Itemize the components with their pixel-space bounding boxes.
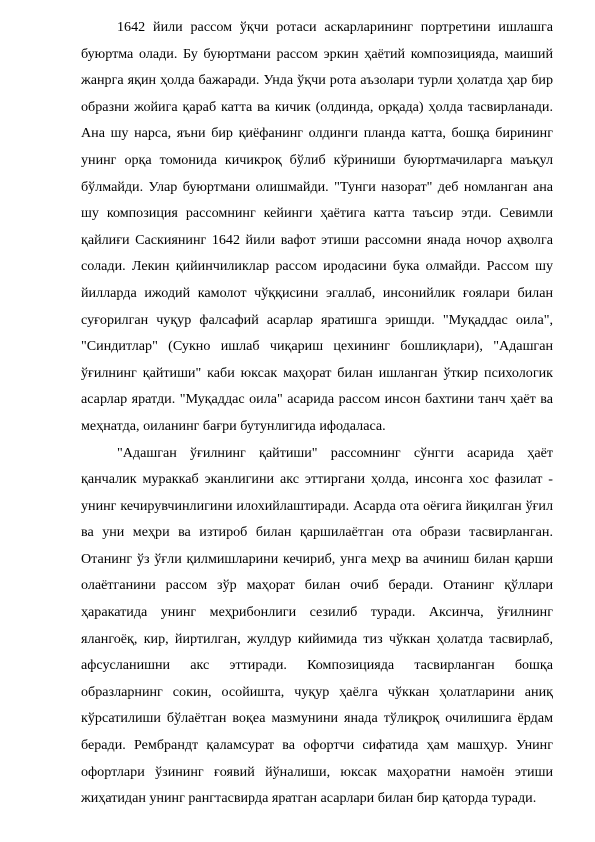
paragraph-night-watch: 1642 йили рассом ўқчи ротаси аскарларининг портретини ишлашга буюртма олади. Бу буюртмани рассом эркин ҳаётий композицияда, маиший жанрга яқин ҳолда бажаради. Унда ўқчи рота аъзолари турли ҳолатда ҳар бир образни жойига қараб катта ва кичик (олдинда, орқада) ҳолда тасвирланади. Ана шу нарса, яъни бир қиёфанинг олдинги планда катта, бошқа бирининг унинг орқа томонида кичикроқ бўлиб кўриниши буюртмачиларга маъқул бўлмайди. Улар буюртмани олишмайди. "Тунги назорат" деб номланган ана шу композиция рассомнинг кейинги ҳаётига катта таъсир этди. Севимли қайлиғи Саскиянинг 1642 йили вафот этиши рассомни янада ночор аҳволга солади. Лекин қийинчиликлар рассом иродасини бука олмайди. Рассом шу йилларда ижодий камолот чўққисини эгаллаб, инсонийлик ғоялари билан суғорилган чуқур фалсафий асарлар яратишга эришди. "Муқаддас оила", "Синдитлар" (Сукно ишлаб чиқариш цехининг бошлиқлари), "Адашган ўғилнинг қайтиши" каби юксак маҳорат билан ишланган ўткир психологик асарлар яратди. "Муқаддас оила" асарида рассом инсон бахтини танч ҳаёт ва меҳнатда, оиланинг бағри бутунлигида ифодаласа. [81,19,553,434]
document-page [81,14,553,812]
paragraph-prodigal-son: "Адашган ўғилнинг қайтиши" рассомнинг сўнгги асарида ҳаёт қанчалик мураккаб эканлигини акс эттиргани ҳолда, инсонга хос фазилат - унинг кечирувчинлигини илохийлаштиради. Асарда ота оёғига йиқилган ўғил ва уни меҳри ва изтироб билан қаршилаётган ота образи тасвирланган. Отанинг ўз ўғли қилмишларини кечириб, унга меҳр ва ачиниш билан қарши олаётганини рассом зўр маҳорат билан очиб беради. Отанинг қўллари ҳаракатида унинг меҳрибонлиги сезилиб туради. Аксинча, ўғилнинг ялангоёқ, кир, йиртилган, жулдур кийимида тиз чўккан ҳолатда тасвирлаб, афсусланишни акс эттиради. Композицияда тасвирланган бошқа образларнинг сокин, осойишта, чуқур ҳаёлга чўккан ҳолатларини аниқ кўрсатилиши бўлаётган воқеа мазмунини янада тўлиқроқ очилишига ёрдам беради. Рембрандт қаламсурат ва офортчи сифатида ҳам машҳур. Унинг офортлари ўзининг ғоявий йўналиши, юксак маҳоратни намоён этиши жиҳатидан унинг рангтасвирда яратган асарлари билан бир қаторда туради. [81,444,553,807]
